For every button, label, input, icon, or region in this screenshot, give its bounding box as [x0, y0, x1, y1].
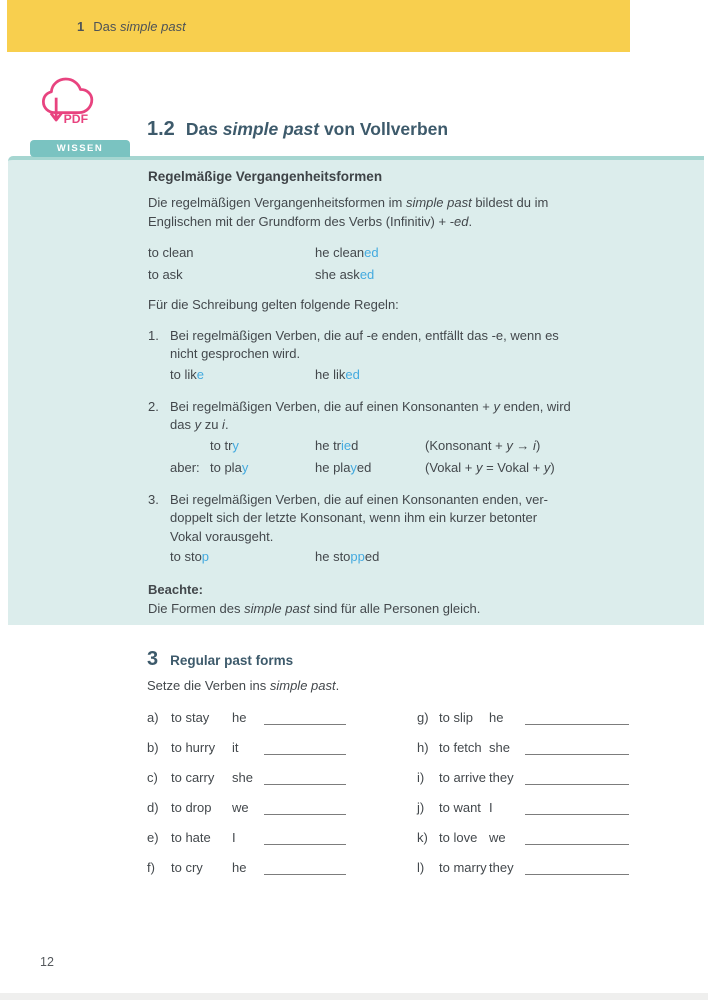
- answer-blank[interactable]: [525, 742, 629, 755]
- item-pronoun: he: [489, 710, 504, 725]
- box-title: Regelmäßige Vergangenheitsformen: [148, 169, 383, 184]
- wissen-badge-label: WISSEN: [56, 143, 104, 154]
- rule-note: [425, 364, 644, 386]
- item-letter: a): [147, 710, 159, 725]
- exercise-column-right: [417, 711, 629, 891]
- item-letter: f): [147, 860, 155, 875]
- chapter-title: Das simple past: [93, 18, 186, 34]
- past-form: he played: [315, 459, 372, 475]
- section-number: 1.2: [147, 118, 175, 141]
- item-letter: h): [417, 740, 429, 755]
- rule-body: [170, 491, 644, 569]
- example-label: [170, 435, 210, 457]
- item-pronoun: he: [232, 710, 247, 725]
- note-text: Die Formen des simple past sind für alle Personen gleich.: [148, 600, 481, 616]
- past-form: he liked: [315, 366, 360, 382]
- item-verb: to slip: [439, 710, 473, 725]
- item-letter: g): [417, 710, 429, 725]
- exercise-instruction: Setze die Verben ins simple past.: [147, 678, 340, 693]
- section-title: Das simple past von Vollverben: [185, 119, 449, 140]
- answer-blank[interactable]: [525, 802, 629, 815]
- rule-example-row: [170, 435, 644, 457]
- exercise-row-h: [417, 741, 629, 755]
- item-verb: to want: [439, 800, 481, 815]
- answer-blank[interactable]: [264, 802, 346, 815]
- exercise-row-l: [417, 861, 629, 875]
- item-letter: c): [147, 770, 158, 785]
- exercise-row-b: [147, 741, 346, 755]
- item-verb: to love: [439, 830, 478, 845]
- item-letter: b): [147, 740, 159, 755]
- rule-example-row: [170, 546, 644, 568]
- item-pronoun: they: [489, 860, 514, 875]
- item-verb: to arrive: [439, 770, 486, 785]
- pdf-icon-label: PDF: [63, 112, 89, 127]
- rule-item-3: [148, 491, 644, 569]
- infinitive: to ask: [148, 267, 183, 282]
- rule-text: Bei regelmäßigen Verben, die auf einen Konsonanten enden, ver- doppelt sich der letzte Konsonant, wenn ihm ein kurzer betonter Vokal vorausgeht.: [170, 491, 548, 544]
- box-intro: Die regelmäßigen Vergangenheitsformen im simple past bildest du im Englischen mit der Grundform des Verbs (Infinitiv) + -ed.: [148, 195, 549, 229]
- exercise-row-k: [417, 831, 629, 845]
- item-pronoun: they: [489, 770, 514, 785]
- exercise-row-d: [147, 801, 346, 815]
- rule-item-1: [148, 327, 644, 386]
- item-verb: to hurry: [171, 740, 216, 755]
- note-block: [148, 581, 644, 618]
- item-pronoun: he: [232, 860, 247, 875]
- exercise-row-i: [417, 771, 629, 785]
- exercise-number: 3: [147, 648, 159, 670]
- past-form: he stopped: [315, 549, 380, 564]
- exercise-row-c: [147, 771, 346, 785]
- item-pronoun: we: [489, 830, 506, 845]
- page-bottom-edge: [0, 993, 708, 1000]
- pdf-cloud-graphic: [38, 70, 102, 136]
- example-block: [148, 242, 644, 286]
- item-pronoun: I: [232, 830, 236, 845]
- past-form: he tried: [315, 437, 359, 453]
- past-form: she asked: [315, 267, 375, 282]
- infinitive: to clean: [148, 245, 194, 260]
- rules-intro: Für die Schreibung gelten folgende Regeln:: [148, 297, 399, 312]
- item-letter: k): [417, 830, 428, 845]
- rule-note: (Konsonant + y → i): [425, 437, 541, 453]
- exercise-grid: [147, 711, 647, 891]
- exercise-row-e: [147, 831, 346, 845]
- section-heading: [147, 118, 448, 141]
- infinitive: to stop: [170, 549, 210, 564]
- answer-blank[interactable]: [525, 772, 629, 785]
- answer-blank[interactable]: [264, 832, 346, 845]
- item-verb: to stay: [171, 710, 210, 725]
- rule-example-row: [170, 457, 644, 479]
- exercise-title: Regular past forms: [170, 653, 294, 668]
- item-verb: to drop: [171, 800, 212, 815]
- item-pronoun: she: [232, 770, 253, 785]
- exercise-row-a: [147, 711, 346, 725]
- answer-blank[interactable]: [525, 832, 629, 845]
- exercise-3: [147, 648, 647, 891]
- chapter-header-bar: [7, 0, 630, 52]
- example-row: [148, 242, 644, 264]
- item-letter: e): [147, 830, 159, 845]
- wissen-badge: [30, 140, 130, 157]
- chapter-number: 1: [77, 18, 85, 34]
- exercise-column-left: [147, 711, 346, 891]
- item-pronoun: we: [232, 800, 249, 815]
- pdf-cloud-icon: [38, 70, 102, 136]
- item-verb: to fetch: [439, 740, 482, 755]
- item-letter: j): [417, 800, 425, 815]
- rule-text: Bei regelmäßigen Verben, die auf einen Konsonanten + y enden, wird das y zu i.: [170, 398, 571, 432]
- example-row: [148, 264, 644, 286]
- item-verb: to hate: [171, 830, 211, 845]
- rule-item-2: [148, 398, 644, 479]
- item-letter: l): [417, 860, 425, 875]
- item-verb: to carry: [171, 770, 215, 785]
- rule-note: [425, 546, 644, 568]
- infinitive: to play: [210, 459, 249, 475]
- exercise-row-j: [417, 801, 629, 815]
- rule-example-row: [170, 364, 644, 386]
- answer-blank[interactable]: [264, 742, 346, 755]
- past-form: he cleaned: [315, 245, 379, 260]
- infinitive: to like: [170, 366, 204, 382]
- answer-blank[interactable]: [264, 862, 346, 875]
- rule-body: [170, 398, 644, 479]
- item-verb: to cry: [171, 860, 203, 875]
- item-letter: d): [147, 800, 159, 815]
- item-pronoun: I: [489, 800, 493, 815]
- answer-blank[interactable]: [264, 772, 346, 785]
- exercise-heading: [147, 648, 647, 671]
- exercise-row-g: [417, 711, 629, 725]
- exercise-row-f: [147, 861, 346, 875]
- page-number: 12: [40, 955, 54, 969]
- rule-body: [170, 327, 644, 386]
- item-letter: i): [417, 770, 425, 785]
- answer-blank[interactable]: [525, 712, 629, 725]
- example-label: aber:: [170, 459, 200, 475]
- answer-blank[interactable]: [264, 712, 346, 725]
- item-pronoun: she: [489, 740, 510, 755]
- item-pronoun: it: [232, 740, 239, 755]
- rule-number: 3.: [148, 491, 159, 507]
- rule-number: 1.: [148, 327, 159, 343]
- item-verb: to marry: [439, 860, 487, 875]
- note-label: Beachte:: [148, 582, 203, 597]
- knowledge-box: [8, 156, 704, 625]
- answer-blank[interactable]: [525, 862, 629, 875]
- rule-text: Bei regelmäßigen Verben, die auf -e enden, entfällt das -e, wenn es nicht gesprochen wird.: [170, 327, 559, 361]
- rule-number: 2.: [148, 398, 159, 414]
- rule-note: (Vokal + y = Vokal + y): [425, 459, 555, 475]
- infinitive: to try: [210, 437, 239, 453]
